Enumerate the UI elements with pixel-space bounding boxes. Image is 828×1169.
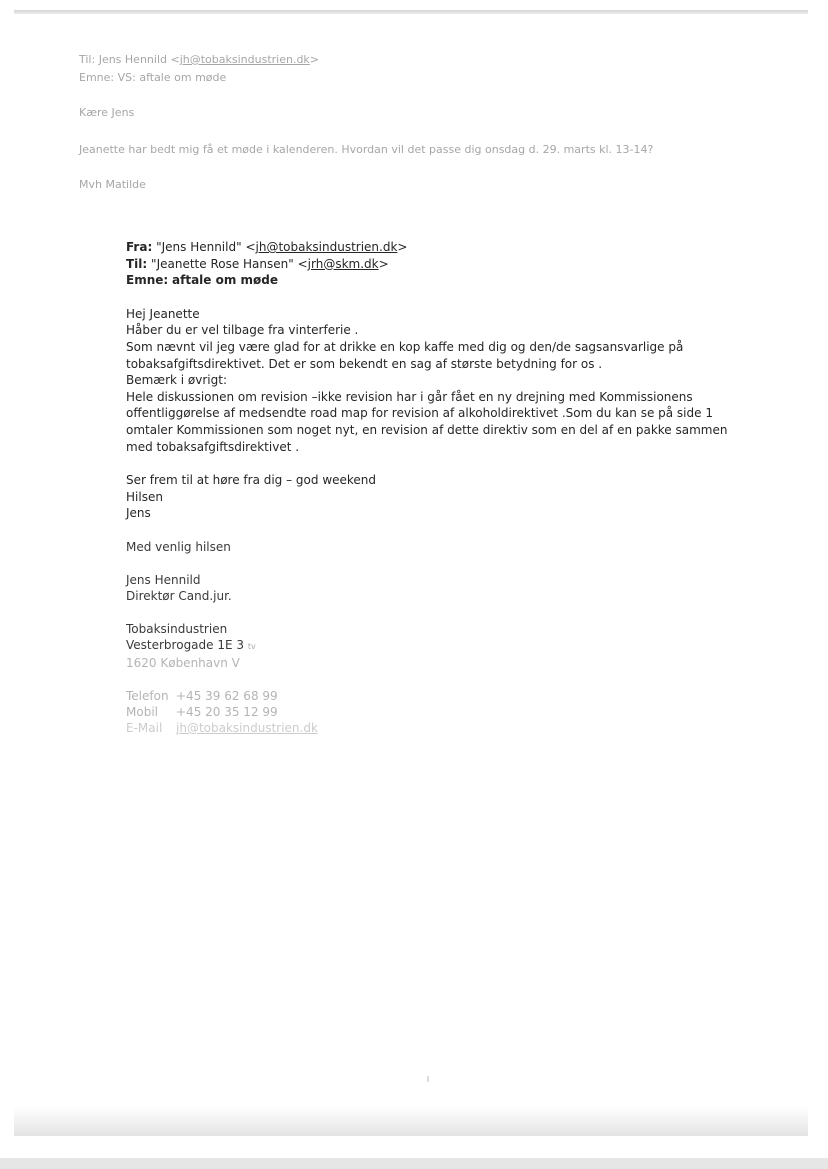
signoff-line: Ser frem til at høre fra dig – god weekend (126, 473, 377, 488)
forward-subject-line: Emne: VS: aftale om møde (79, 71, 227, 84)
signature-title: Direktør Cand.jur. (126, 588, 232, 603)
scan-top-shadow (14, 10, 808, 14)
signature-phone: Telefon +45 39 62 68 99 (126, 688, 278, 703)
signature-mobile: Mobil +45 20 35 12 99 (126, 704, 278, 719)
scan-bottom-edge (0, 1158, 828, 1169)
body-line: Bemærk i øvrigt: (126, 373, 228, 388)
regards: Med venlig hilsen (126, 539, 231, 554)
forward-to-line: Til: Jens Hennild <jh@tobaksindustrien.dk> (79, 53, 320, 66)
body-line: offentliggørelse af medsendte road map for revision af alkoholdirektivet .Som du kan se på side 1 (126, 406, 713, 421)
signature-name: Jens Hennild (126, 572, 201, 587)
forward-to-email-link[interactable]: jh@tobaksindustrien.dk (179, 53, 310, 66)
body-line: Hej Jeanette (126, 306, 200, 321)
forward-closing: Mvh Matilde (79, 178, 146, 191)
signoff-line: Jens (126, 506, 151, 521)
signature-city: 1620 København V (126, 655, 240, 670)
from-line: Fra: "Jens Hennild" <jh@tobaksindustrien.dk> (126, 240, 408, 254)
body-line: Hele diskussionen om revision –ikke revision har i går fået en ny drejning med Kommissionens (126, 389, 693, 404)
signature-email: E-Mail jh@tobaksindustrien.dk (126, 720, 318, 735)
signoff-line: Hilsen (126, 489, 163, 504)
body-line: Håber du er vel tilbage fra vinterferie . (126, 323, 359, 338)
signature-street: Vesterbrogade 1E 3 tv (126, 637, 256, 652)
to-line: Til: "Jeanette Rose Hansen" <jrh@skm.dk> (126, 256, 389, 271)
body-line: Som nævnt vil jeg være glad for at drikke en kop kaffe med dig og den/de sagsansvarlige på (126, 339, 684, 354)
from-email-link[interactable]: jh@tobaksindustrien.dk (255, 240, 398, 254)
body-line: med tobaksafgiftsdirektivet . (126, 439, 300, 454)
to-email-link[interactable]: jrh@skm.dk (307, 256, 379, 271)
scan-speck (427, 1076, 429, 1082)
original-message (126, 239, 746, 736)
scan-bottom-shadow (14, 1106, 808, 1136)
signature-email-link[interactable]: jh@tobaksindustrien.dk (176, 720, 318, 735)
forward-greeting: Kære Jens (79, 106, 135, 119)
signature-org: Tobaksindustrien (126, 621, 228, 636)
body-line: tobaksafgiftsdirektivet. Det er som bekendt en sag af største betydning for os . (126, 356, 603, 371)
forward-body: Jeanette har bedt mig få et møde i kalenderen. Hvordan vil det passe dig onsdag d. 29. marts kl. 13-14? (79, 143, 654, 156)
subject-line: Emne: aftale om møde (126, 273, 278, 288)
body-line: omtaler Kommissionen som noget nyt, en revision af dette direktiv som en del af en pakke sammen (126, 422, 728, 437)
